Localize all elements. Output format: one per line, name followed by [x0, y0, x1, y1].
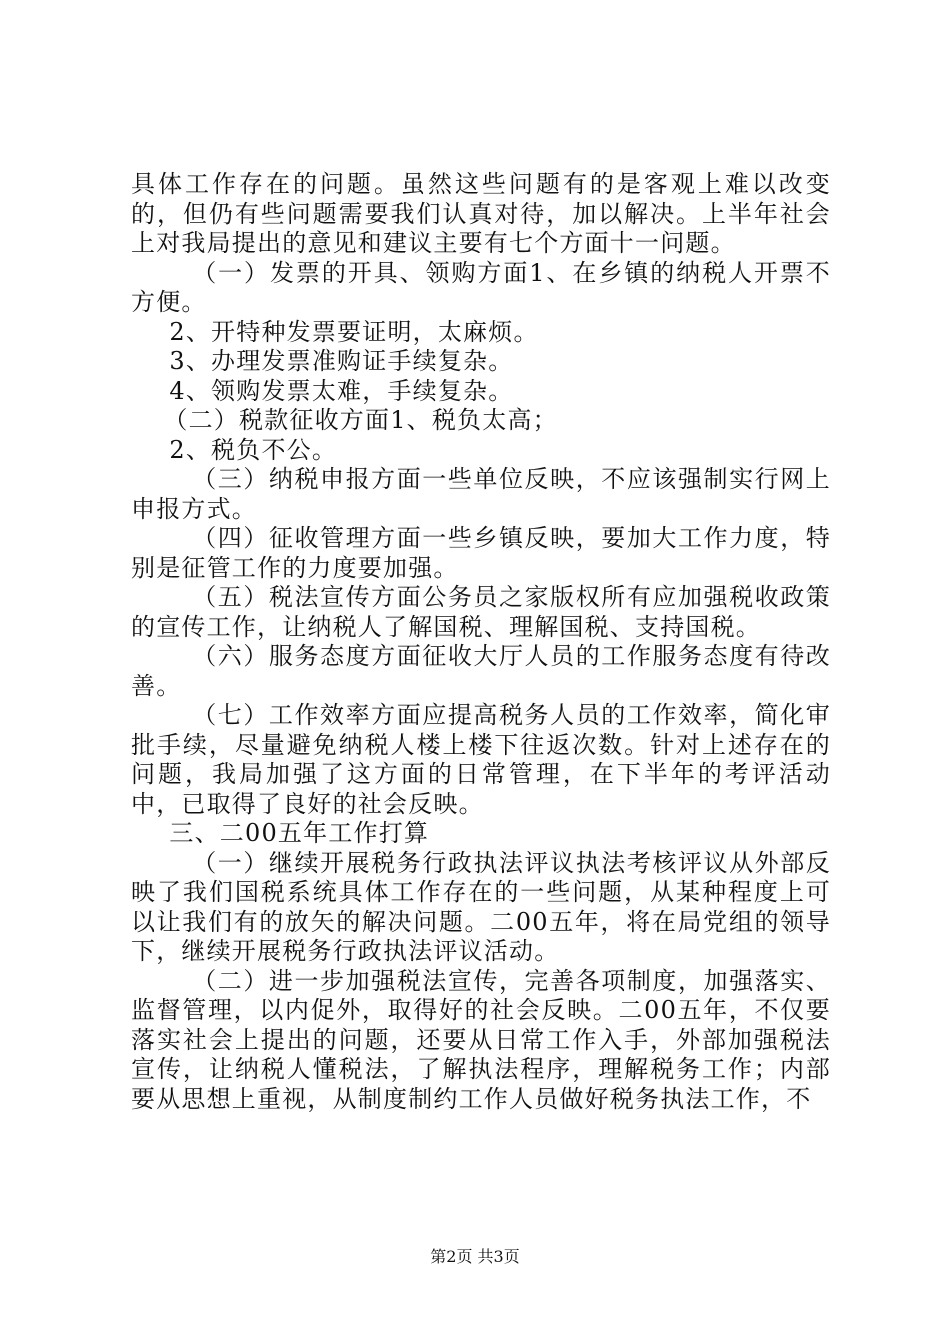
paragraph-1: 具体工作存在的问题。虽然这些问题有的是客观上难以改变的，但仍有些问题需要我们认真对待，加以解决。上半年社会上对我局提出的意见和建议主要有七个方面十一问题。 [131, 170, 831, 257]
paragraph-11: （六）服务态度方面征收大厅人员的工作服务态度有待改善。 [131, 642, 831, 700]
paragraph-8: （三）纳税申报方面一些单位反映，不应该强制实行网上申报方式。 [131, 465, 831, 523]
paragraph-2: （一）发票的开具、领购方面1、在乡镇的纳税人开票不方便。 [131, 258, 831, 316]
paragraph-14: （一）继续开展税务行政执法评议执法考核评议从外部反映了我们国税系统具体工作存在的一些问题，从某种程度上可以让我们有的放矢的解决问题。二00五年，将在局党组的领导下，继续开展税务行政执法评议活动。 [131, 848, 831, 965]
paragraph-3: 2、开特种发票要证明，太麻烦。 [169, 317, 539, 346]
paragraph-15: （二）进一步加强税法宣传，完善各项制度，加强落实、监督管理，以内促外，取得好的社会反映。二00五年，不仅要落实社会上提出的问题，还要从日常工作入手，外部加强税法宣传，让纳税人懂税法，了解执法程序，理解税务工作；内部要从思想上重视，从制度制约工作人员做好税务执法工作，不 [131, 966, 831, 1113]
page-number: 第2页 共3页 [430, 1247, 520, 1266]
paragraph-5: 4、领购发票太难，手续复杂。 [169, 376, 514, 405]
paragraph-9: （四）征收管理方面一些乡镇反映，要加大工作力度，特别是征管工作的力度要加强。 [131, 524, 831, 582]
paragraph-4: 3、办理发票准购证手续复杂。 [169, 347, 514, 375]
document-body [131, 170, 831, 1114]
section-heading: 三、二00五年工作打算 [169, 819, 430, 847]
paragraph-6: （二）税款征收方面1、税负太高； [163, 406, 558, 434]
paragraph-7: 2、税负不公。 [169, 435, 338, 464]
paragraph-12: （七）工作效率方面应提高税务人员的工作效率，简化审批手续，尽量避免纳税人楼上楼下往返次数。针对上述存在的问题，我局加强了这方面的日常管理，在下半年的考评活动中，已取得了良好的社会反映。 [131, 701, 831, 818]
paragraph-10: （五）税法宣传方面公务员之家版权所有应加强税收政策的宣传工作，让纳税人了解国税、理解国税、支持国税。 [131, 583, 831, 641]
